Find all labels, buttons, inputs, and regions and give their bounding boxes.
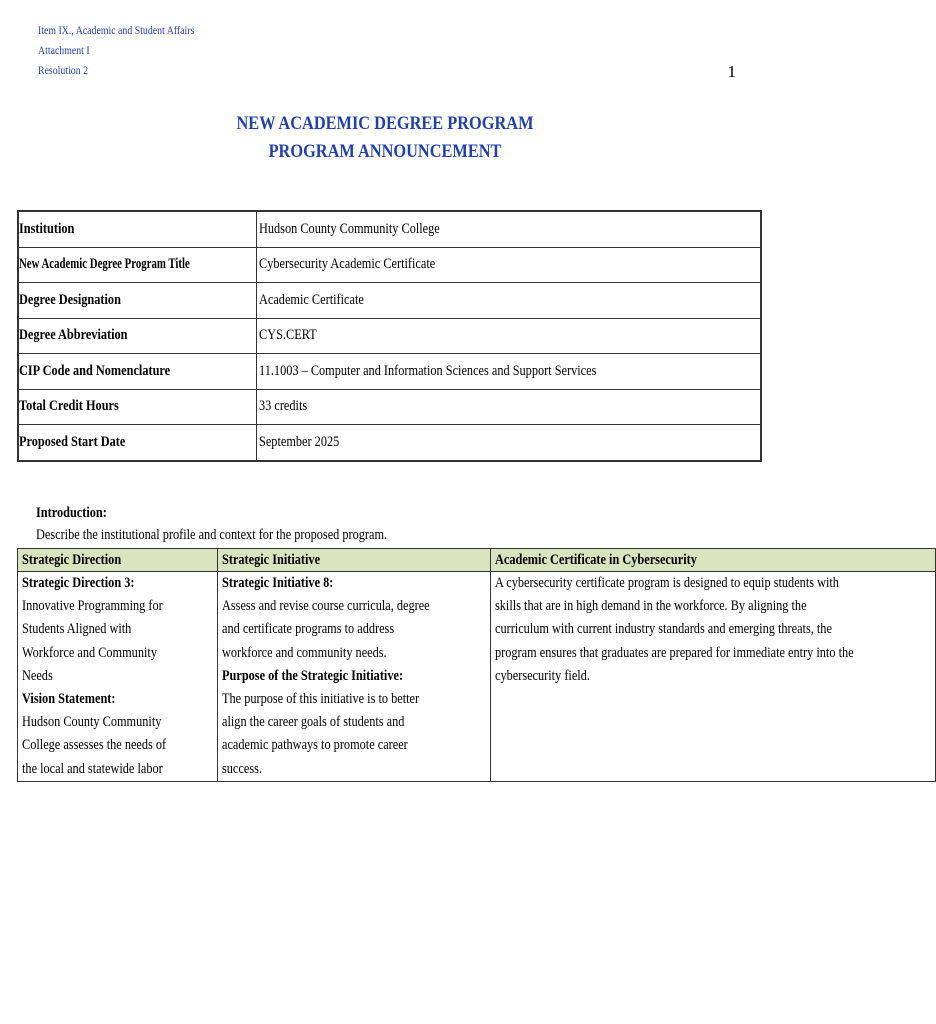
row-value: Cybersecurity Academic Certificate [257,247,761,283]
introduction-text: Describe the institutional profile and context for the proposed program. [36,527,388,543]
purpose-text: The purpose of this initiative is to better align the career goals of students and academic pathways to promote career success. [222,691,420,777]
page-number: 1 [727,62,736,81]
initiative-title: Strategic Initiative 8: [222,575,334,591]
table-row [18,389,761,425]
title-line-2: PROGRAM ANNOUNCEMENT [268,141,502,162]
header-resolution-line: Resolution 2 [38,63,89,77]
table-row [18,425,761,461]
direction-title: Strategic Direction 3: [22,575,135,591]
table-row [18,572,936,782]
header-item-line: Item IX., Academic and Student Affairs [38,23,195,37]
introduction-section [36,502,387,546]
table-row [18,354,761,390]
certificate-description: A cybersecurity certificate program is designed to equip students with skills that are in high demand in the workforce. By aligning the curriculum with current industry standards and emerging threats, the program ensures that graduates are prepared for immediate entry into the cybersecurity field. [495,575,854,684]
title-line-1: NEW ACADEMIC DEGREE PROGRAM [236,113,534,134]
table-row [18,211,761,247]
strategic-direction-cell [18,572,218,782]
program-info-table [17,210,762,462]
strategic-initiative-cell [218,572,491,782]
page-title [54,110,716,166]
initiative-text: Assess and revise course curricula, degree and certificate programs to address workforce and community needs. [222,598,430,661]
row-label: Proposed Start Date [18,425,257,461]
row-label: Institution [18,211,257,247]
row-label: CIP Code and Nomenclature [18,354,257,390]
row-value: Hudson County Community College [257,211,761,247]
row-label: Degree Designation [18,283,257,319]
vision-text: Hudson County Community College assesses the needs of the local and statewide labor [22,714,167,777]
document-header [38,20,194,80]
direction-text: Innovative Programming for Students Aligned with Workforce and Community Needs [22,598,163,684]
table-row [18,247,761,283]
purpose-title: Purpose of the Strategic Initiative: [222,667,404,684]
column-header: Strategic Initiative [218,549,491,572]
row-value: Academic Certificate [257,283,761,319]
table-header-row [18,549,936,572]
row-label: New Academic Degree Program Title [18,247,257,283]
vision-title: Vision Statement: [22,691,116,708]
certificate-description-cell [491,572,936,782]
row-label: Degree Abbreviation [18,318,257,354]
table-row [18,318,761,354]
row-value: 11.1003 – Computer and Information Sciences and Support Services [257,354,761,390]
row-value: 33 credits [257,389,761,425]
row-label: Total Credit Hours [18,389,257,425]
column-header: Strategic Direction [18,549,218,572]
header-attachment-line: Attachment I [38,43,90,57]
column-header: Academic Certificate in Cybersecurity [491,549,936,572]
introduction-heading: Introduction: [36,505,107,521]
row-value: September 2025 [257,425,761,461]
row-value: CYS.CERT [257,318,761,354]
table-row [18,283,761,319]
strategic-table [17,548,936,782]
